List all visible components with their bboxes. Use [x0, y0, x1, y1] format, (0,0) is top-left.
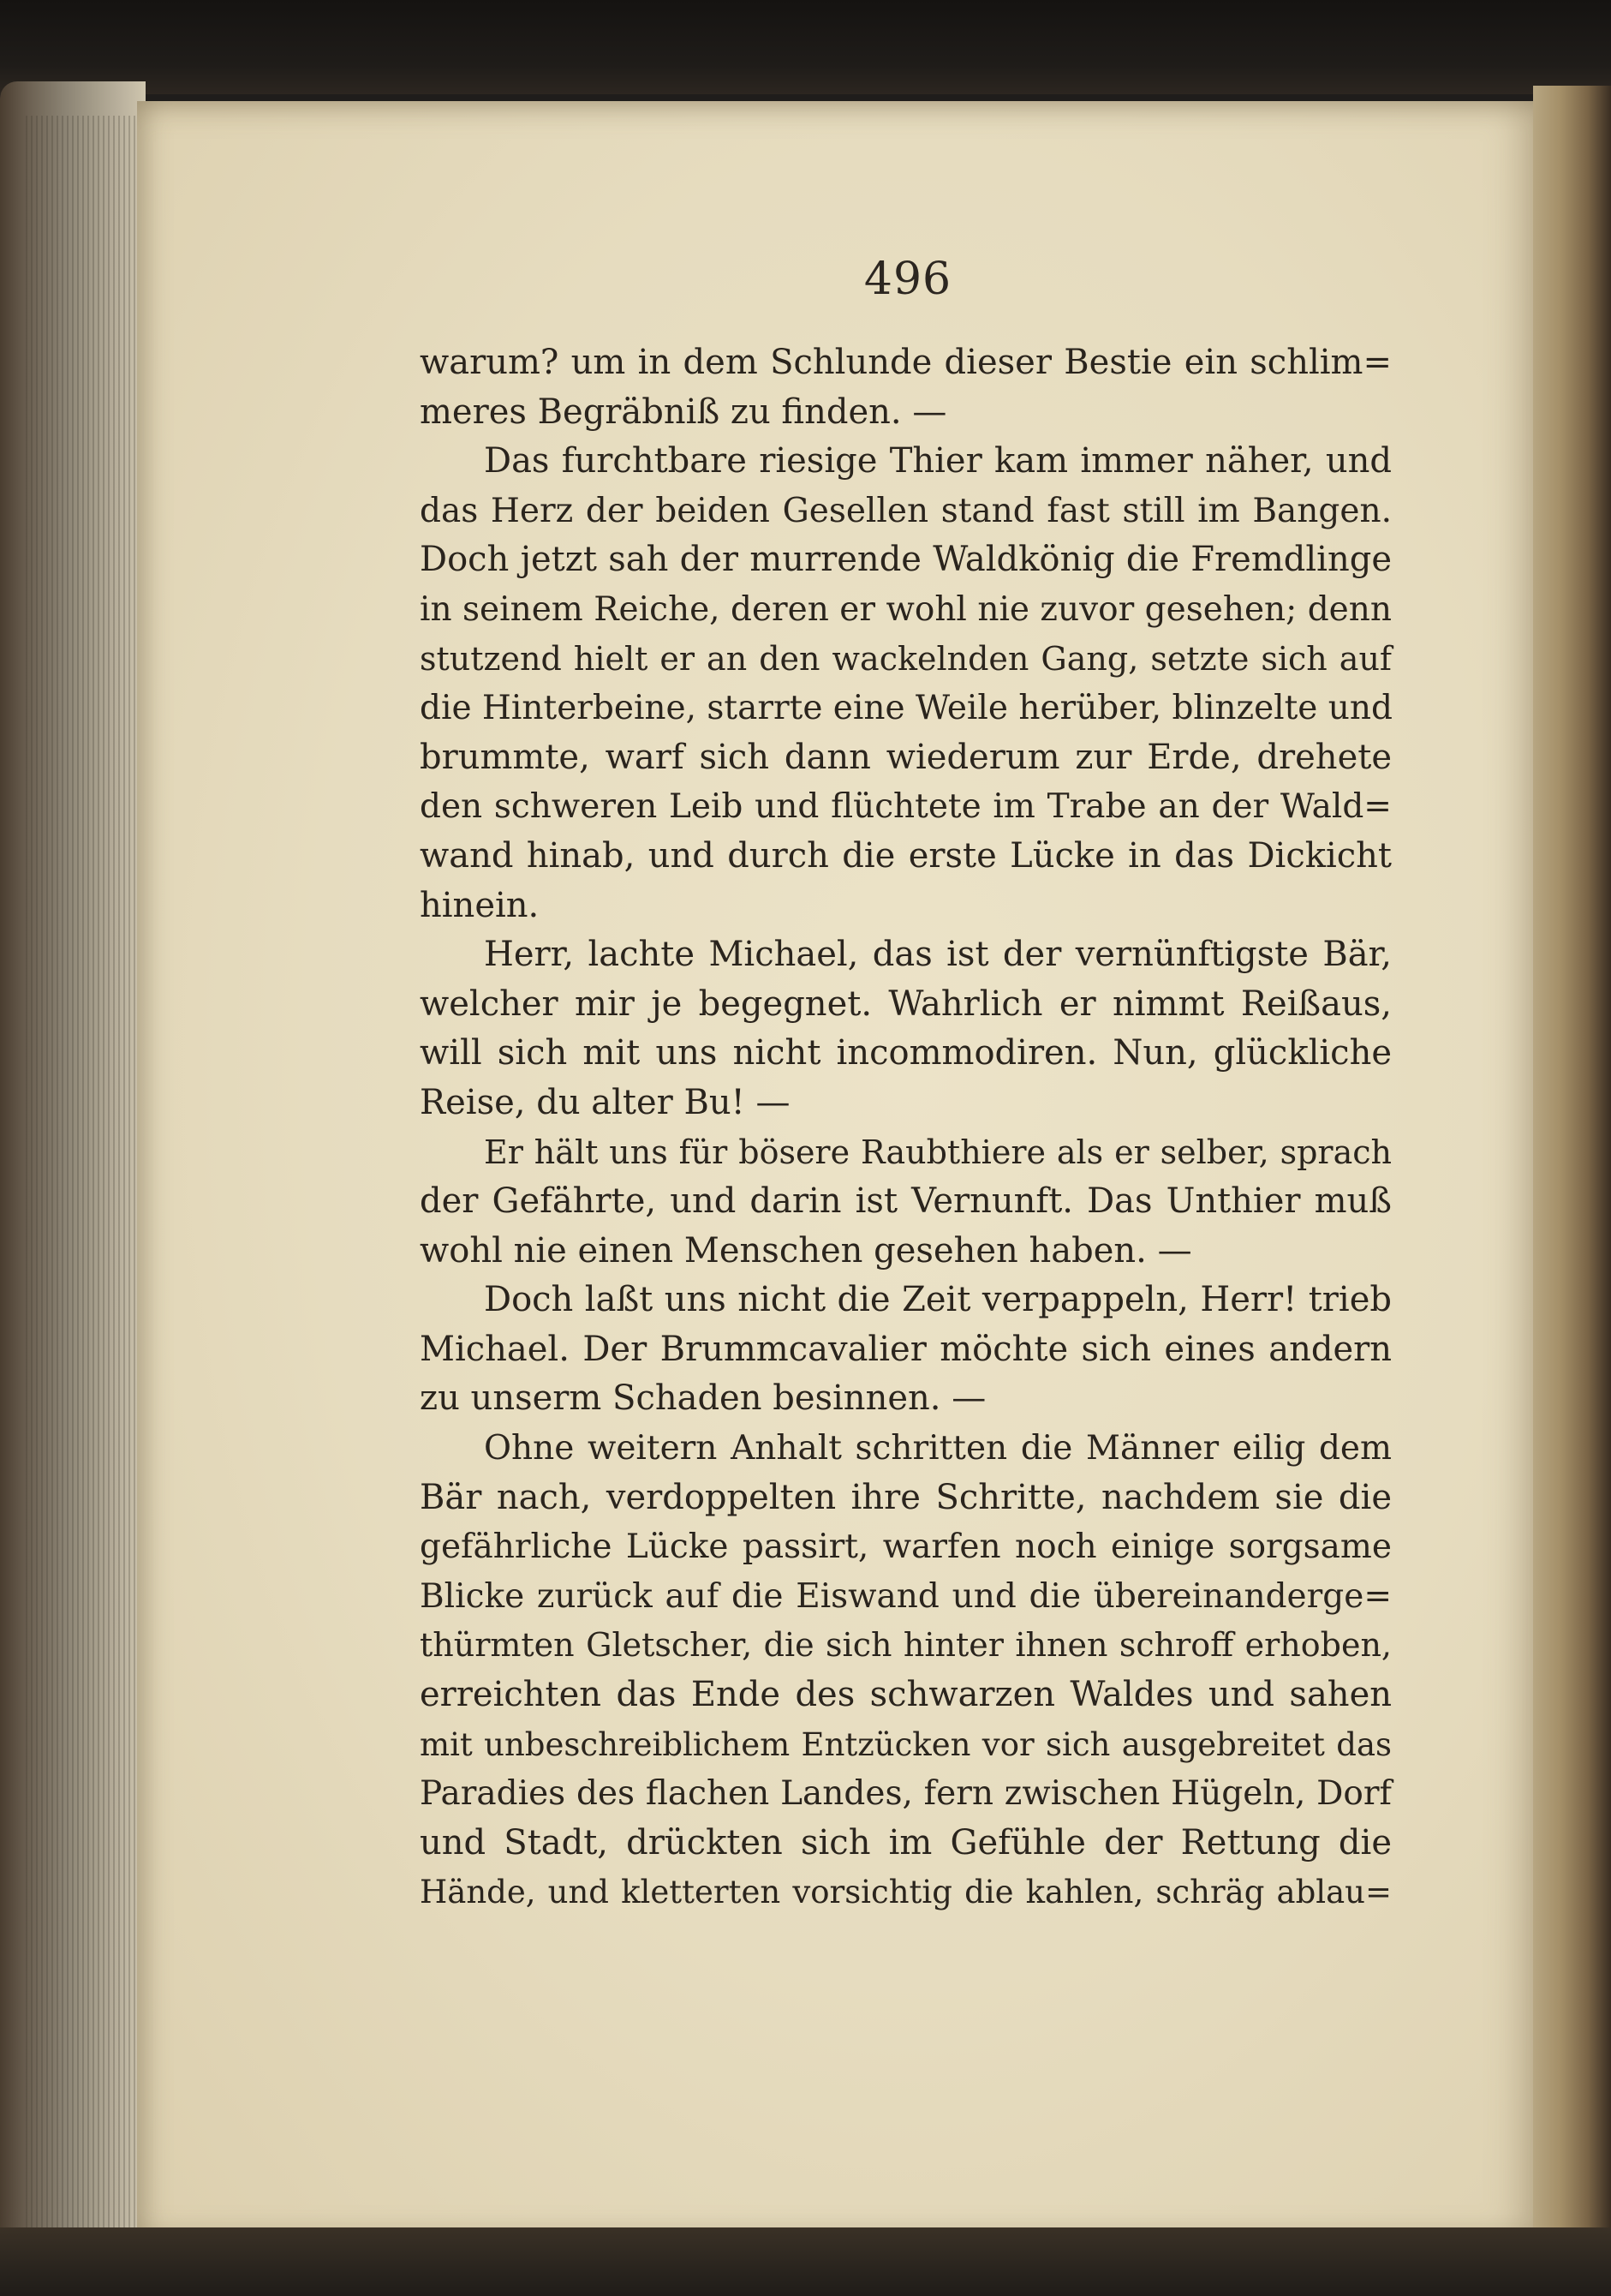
text-line: der Gefährte, und darin ist Vernunft. Das Unthier muß	[420, 1181, 1392, 1222]
text-line: die Hinterbeine, starrte eine Weile herüber, blinzelte und	[420, 689, 1393, 728]
text-line: Michael. Der Brummcavalier möchte sich eines andern	[420, 1329, 1392, 1369]
text-line: Er hält uns für bösere Raubthiere als er selber, sprach	[484, 1133, 1392, 1171]
text-line: Reise, du alter Bu! —	[420, 1082, 791, 1122]
text-line: Doch jetzt sah der murrende Waldkönig die Fremdlinge	[420, 540, 1392, 580]
text-line: Doch laßt uns nicht die Zeit verpappeln, Herr! trieb	[484, 1280, 1392, 1320]
text-line: Das furchtbare riesige Thier kam immer näher, und	[484, 441, 1392, 481]
text-line: welcher mir je begegnet. Wahrlich er nimmt Reißaus,	[420, 984, 1392, 1024]
page-edge-lines	[26, 116, 137, 2240]
body-text	[420, 338, 1392, 1917]
text-line: zu unserm Schaden besinnen. —	[420, 1378, 987, 1419]
text-line: Bär nach, verdoppelten ihre Schritte, nachdem sie die	[420, 1477, 1392, 1517]
book-page-edges	[0, 81, 146, 2275]
text-line: hinein.	[420, 885, 540, 925]
text-line: Hände, und kletterten vorsichtig die kahlen, schräg ablau=	[420, 1874, 1392, 1911]
text-line: erreichten das Ende des schwarzen Waldes und sahen	[420, 1675, 1392, 1715]
text-line: will sich mit uns nicht incommodiren. Nun, glückliche	[420, 1033, 1392, 1073]
page-number: 496	[863, 254, 952, 305]
text-line: wohl nie einen Menschen gesehen haben. —	[420, 1230, 1192, 1271]
text-line: den schweren Leib und flüchtete im Trabe an der Wald=	[420, 787, 1392, 827]
text-line: in seinem Reiche, deren er wohl nie zuvor gesehen; denn	[420, 589, 1392, 629]
text-line: gefährliche Lücke passirt, warfen noch einige sorgsame	[420, 1528, 1392, 1567]
text-line: brummte, warf sich dann wiederum zur Erde, drehete	[420, 737, 1392, 777]
text-line: Ohne weitern Anhalt schritten die Männer eilig dem	[484, 1429, 1392, 1468]
facing-page-edge	[1533, 86, 1611, 2279]
text-line: mit unbeschreiblichem Entzücken vor sich ausgebreitet das	[420, 1725, 1392, 1763]
background-bottom	[0, 2227, 1611, 2296]
text-line: Paradies des flachen Landes, fern zwischen Hügeln, Dorf	[420, 1774, 1392, 1814]
text-line: meres Begräbniß zu finden. —	[420, 392, 947, 432]
text-line: das Herz der beiden Gesellen stand fast still im Bangen.	[420, 491, 1392, 530]
text-line: thürmten Gletscher, die sich hinter ihnen schroff erhoben,	[420, 1626, 1392, 1665]
text-line: warum? um in dem Schlunde dieser Bestie ein schlim=	[420, 343, 1392, 382]
text-line: und Stadt, drückten sich im Gefühle der Rettung die	[420, 1822, 1392, 1863]
text-line: Blicke zurück auf die Eiswand und die übereinanderge=	[420, 1576, 1392, 1616]
text-line: Herr, lachte Michael, das ist der vernünftigste Bär,	[484, 935, 1392, 975]
text-line: stutzend hielt er an den wackelnden Gang, setzte sich auf	[420, 639, 1392, 678]
background-top	[0, 0, 1611, 94]
text-line: wand hinab, und durch die erste Lücke in das Dickicht	[420, 835, 1392, 876]
